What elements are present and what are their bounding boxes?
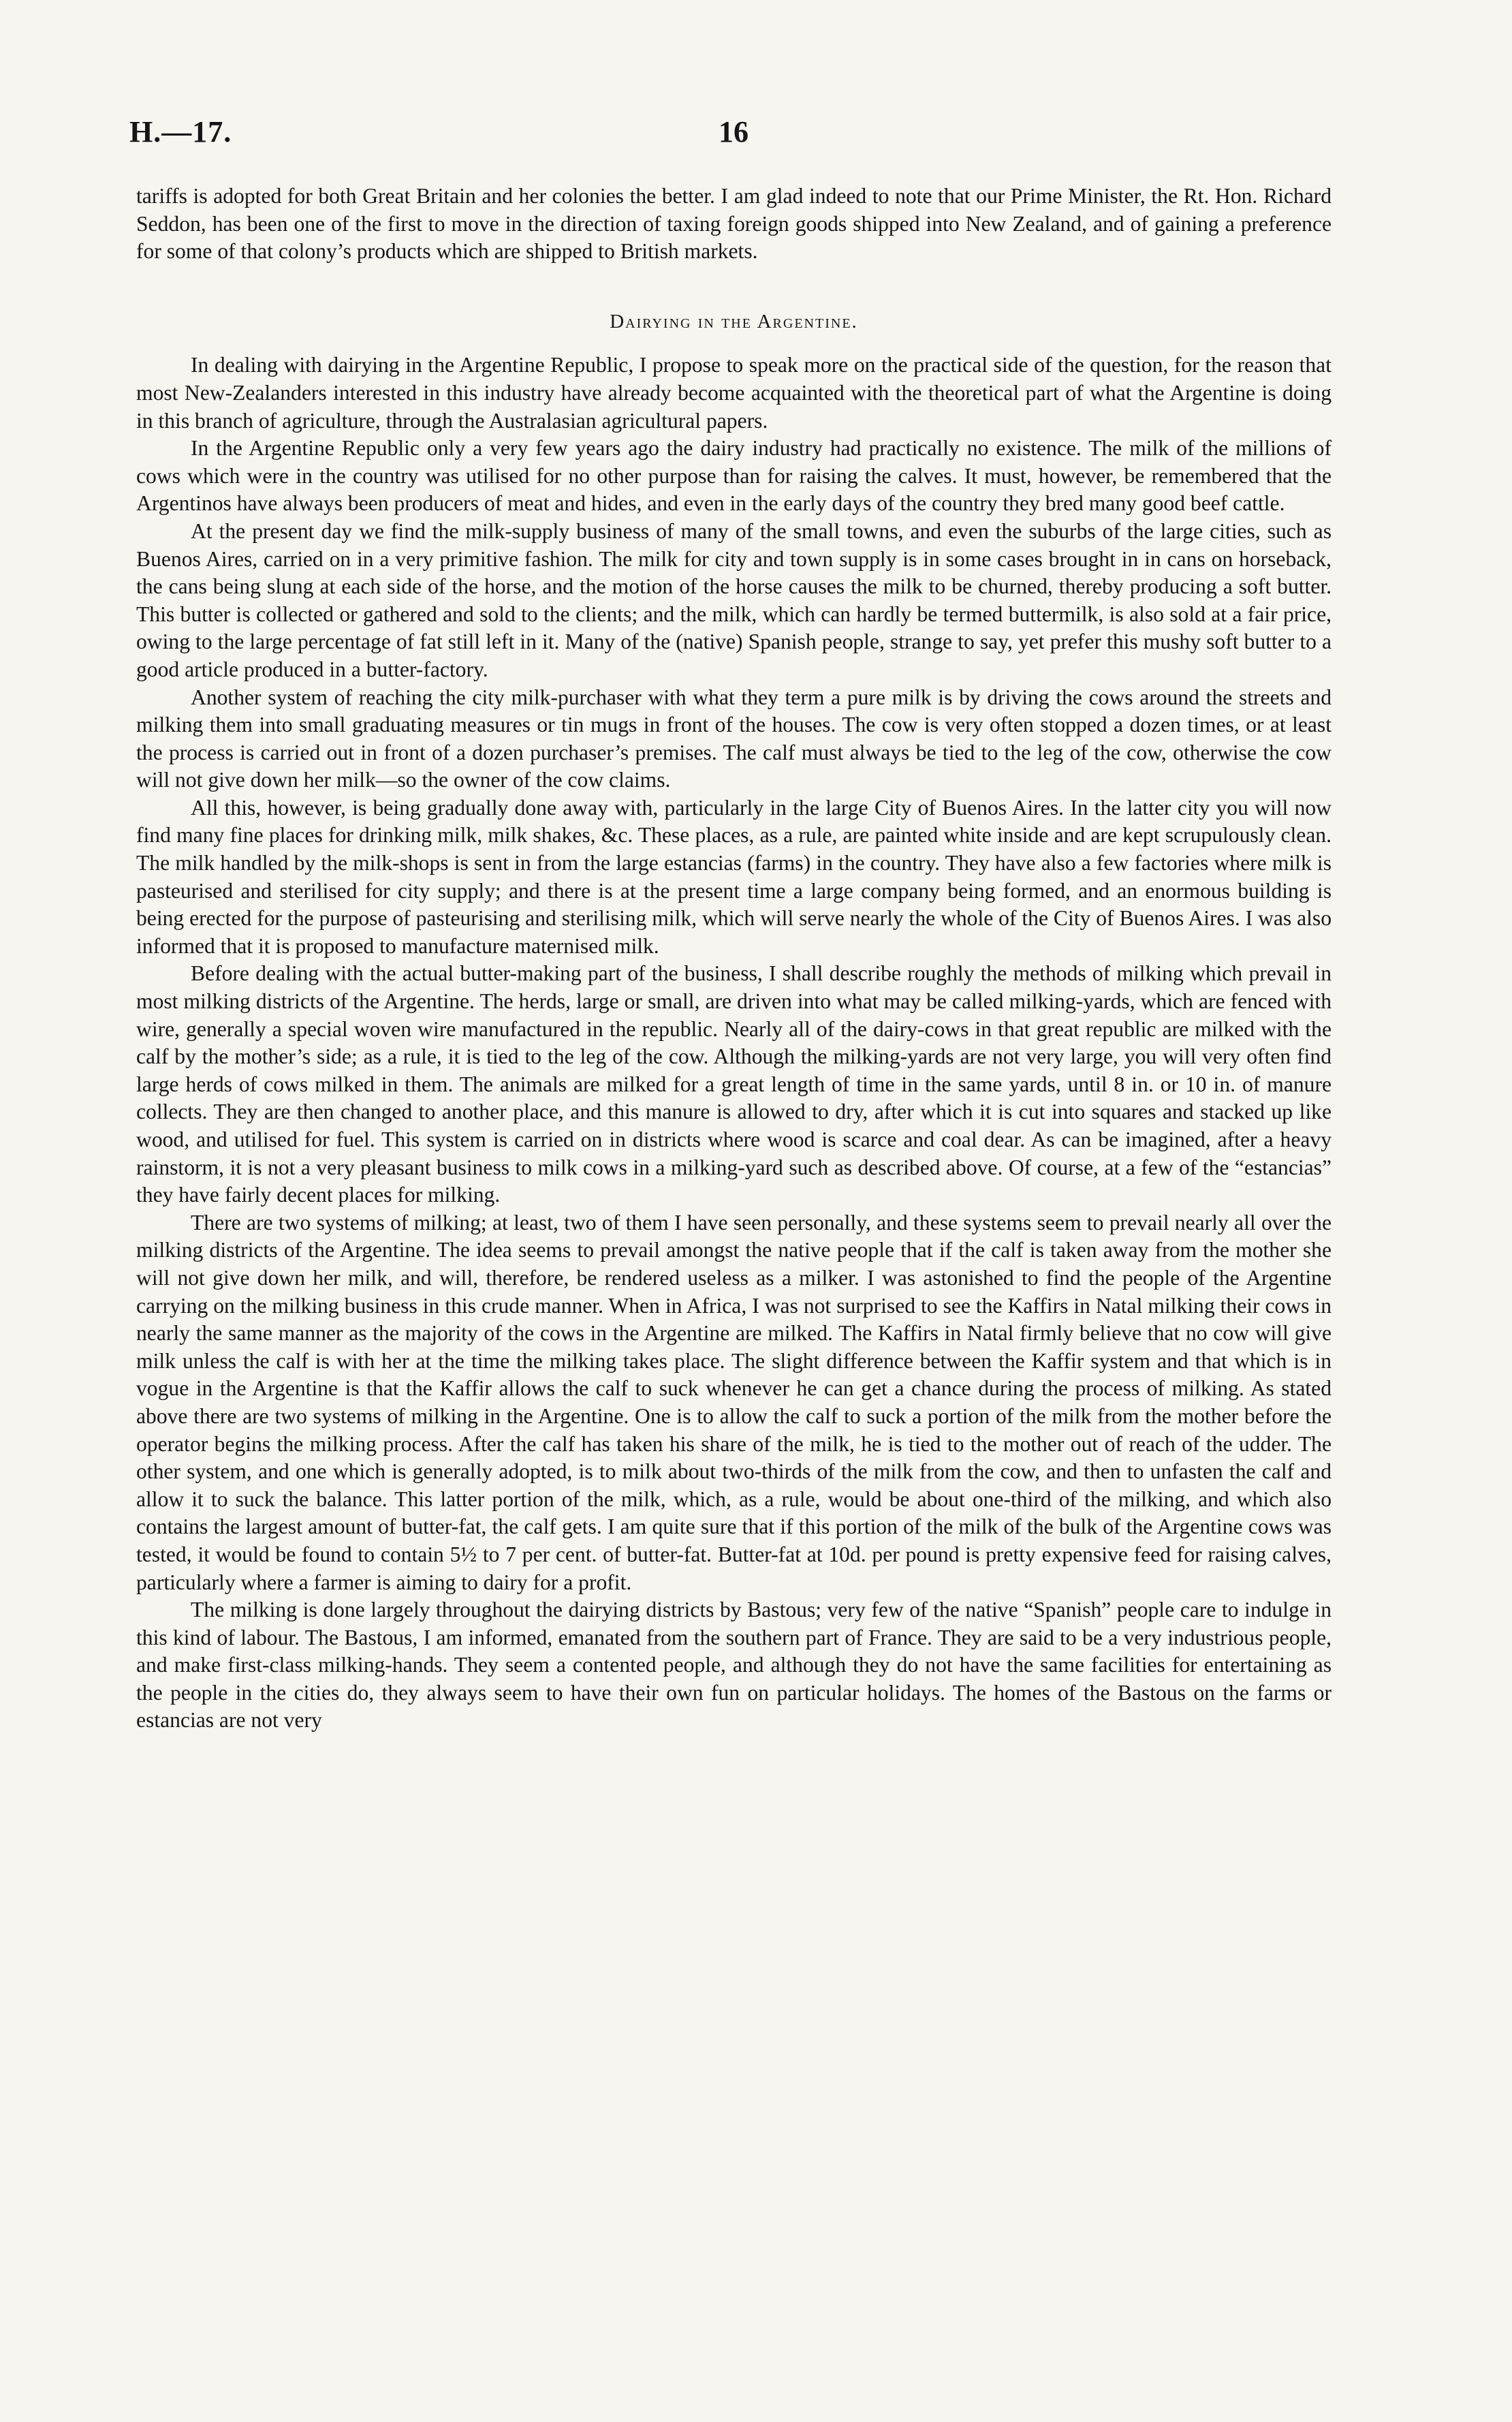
paragraph-continued: tariffs is adopted for both Great Britain and her colonies the better. I am glad indeed to note that our Prime Minister, the Rt. Hon. Richard Seddon, has been one of the first to move in the direction of taxing foreign goods shipped into New Zealand, and of gaining a preference for some of that colony’s products which are shipped to British markets. bbox=[136, 184, 1332, 264]
paragraph: All this, however, is being gradually done away with, particularly in the large City of Buenos Aires. In the latter city you will now find many fine places for drinking milk, milk shakes, &c. These places, as a rule, are painted white inside and are kept scrupulously clean. The milk handled by the milk-shops is sent in from the large estancias (farms) in the country. They have also a few factories where milk is pasteurised and sterilised for city supply; and there is at the present time a large company being formed, and an enormous building is being erected for the purpose of pasteurising and sterilising milk, which will serve nearly the whole of the City of Buenos Aires. I was also informed that it is proposed to manufacture maternised milk. bbox=[136, 795, 1332, 958]
paragraph: In dealing with dairying in the Argentine Republic, I propose to speak more on the practical side of the question, for the reason that most New-Zealanders interested in this industry have already become acquainted with the theoretical part of what the Argentine is doing in this branch of agriculture, through the Australasian agricultural papers. bbox=[136, 353, 1332, 433]
paragraph: There are two systems of milking; at least, two of them I have seen personally, and these systems seem to prevail nearly all over the milking districts of the Argentine. The idea seems to prevail amongst the native people that if the calf is taken away from the mother she will not give down her milk, and will, therefore, be rendered useless as a milker. I was astonished to find the people of the Argentine carrying on the milking business in this crude manner. When in Africa, I was not surprised to see the Kaffirs in Natal milking their cows in nearly the same manner as the majority of the cows in the Argentine are milked. The Kaffirs in Natal firmly believe that no cow will give milk unless the calf is with her at the time the milking takes place. The slight difference between the Kaffir system and that which is in vogue in the Argentine is that the Kaffir allows the calf to suck whenever he can get a chance during the process of milking. As stated above there are two systems of milking in the Argentine. One is to allow the calf to suck a portion of the milk from the mother before the operator begins the milking process. After the calf has taken his share of the milk, he is tied to the mother out of reach of the udder. The other system, and one which is generally adopted, is to milk about two-thirds of the milk from the cow, and then to unfasten the calf and allow it to suck the balance. This latter portion of the milk, which, as a rule, would be about one-third of the milking, and which also contains the largest amount of butter-fat, the calf gets. I am quite sure that if this portion of the milk of the bulk of the Argentine cows was tested, it would be found to contain 5½ to 7 per cent. of butter-fat. Butter-fat at 10d. per pound is pretty expensive feed for raising calves, particularly where a farmer is aiming to dairy for a profit. bbox=[136, 1210, 1332, 1594]
document-reference: H.—17. bbox=[129, 115, 232, 149]
article-body bbox=[136, 183, 1332, 1735]
section-heading: Dairying in the Argentine. bbox=[610, 310, 858, 332]
paragraph: At the present day we find the milk-supply business of many of the small towns, and even the suburbs of the large cities, such as Buenos Aires, carried on in a very primitive fashion. The milk for city and town supply is in some cases brought in in cans on horseback, the cans being slung at each side of the horse, and the motion of the horse causes the milk to be churned, thereby producing a soft butter. This butter is collected or gathered and sold to the clients; and the milk, which can hardly be termed buttermilk, is also sold at a fair price, owing to the large percentage of fat still left in it. Many of the (native) Spanish people, strange to say, yet prefer this mushy soft butter to a good article produced in a butter-factory. bbox=[136, 518, 1332, 681]
paragraph: In the Argentine Republic only a very few years ago the dairy industry had practically no existence. The milk of the millions of cows which were in the country was utilised for no other purpose than for raising the calves. It must, however, be remembered that the Argentinos have always been producers of meat and hides, and even in the early days of the country they bred many good beef cattle. bbox=[136, 436, 1332, 516]
page-header bbox=[129, 114, 1376, 155]
paragraph: The milking is done largely throughout the dairying districts by Bastous; very few of the native “Spanish” people care to indulge in this kind of labour. The Bastous, I am informed, emanated from the southern part of France. They are said to be a very industrious people, and make first-class milking-hands. They seem a contented people, and although they do not have the same facilities for entertaining as the people in the cities do, they always seem to have their own fun on particular holidays. The homes of the Bastous on the farms or estancias are not very bbox=[136, 1598, 1332, 1733]
paragraph: Before dealing with the actual butter-making part of the business, I shall describe roughly the methods of milking which prevail in most milking districts of the Argentine. The herds, large or small, are driven into what may be called milking-yards, which are fenced with wire, generally a special woven wire manufactured in the republic. Nearly all of the dairy-cows in that great republic are milked with the calf by the mother’s side; as a rule, it is tied to the leg of the cow. Although the milking-yards are not very large, you will very often find large herds of cows milked in them. The animals are milked for a great length of time in the same yards, until 8 in. or 10 in. of manure collects. They are then changed to another place, and this manure is allowed to dry, after which it is cut into squares and stacked up like wood, and utilised for fuel. This system is carried on in districts where wood is scarce and coal dear. As can be imagined, after a heavy rainstorm, it is not a very pleasant business to milk cows in a milking-yard such as described above. Of course, at a few of the “estancias” they have fairly decent places for milking. bbox=[136, 961, 1332, 1207]
page-number: 16 bbox=[719, 115, 749, 149]
paragraph: Another system of reaching the city milk-purchaser with what they term a pure milk is by driving the cows around the streets and milking them into small graduating measures or tin mugs in front of the houses. The cow is very often stopped a dozen times, or at least the process is carried out in front of a dozen purchaser’s premises. The calf must always be tied to the leg of the cow, otherwise the cow will not give down her milk—so the owner of the cow claims. bbox=[136, 685, 1332, 792]
